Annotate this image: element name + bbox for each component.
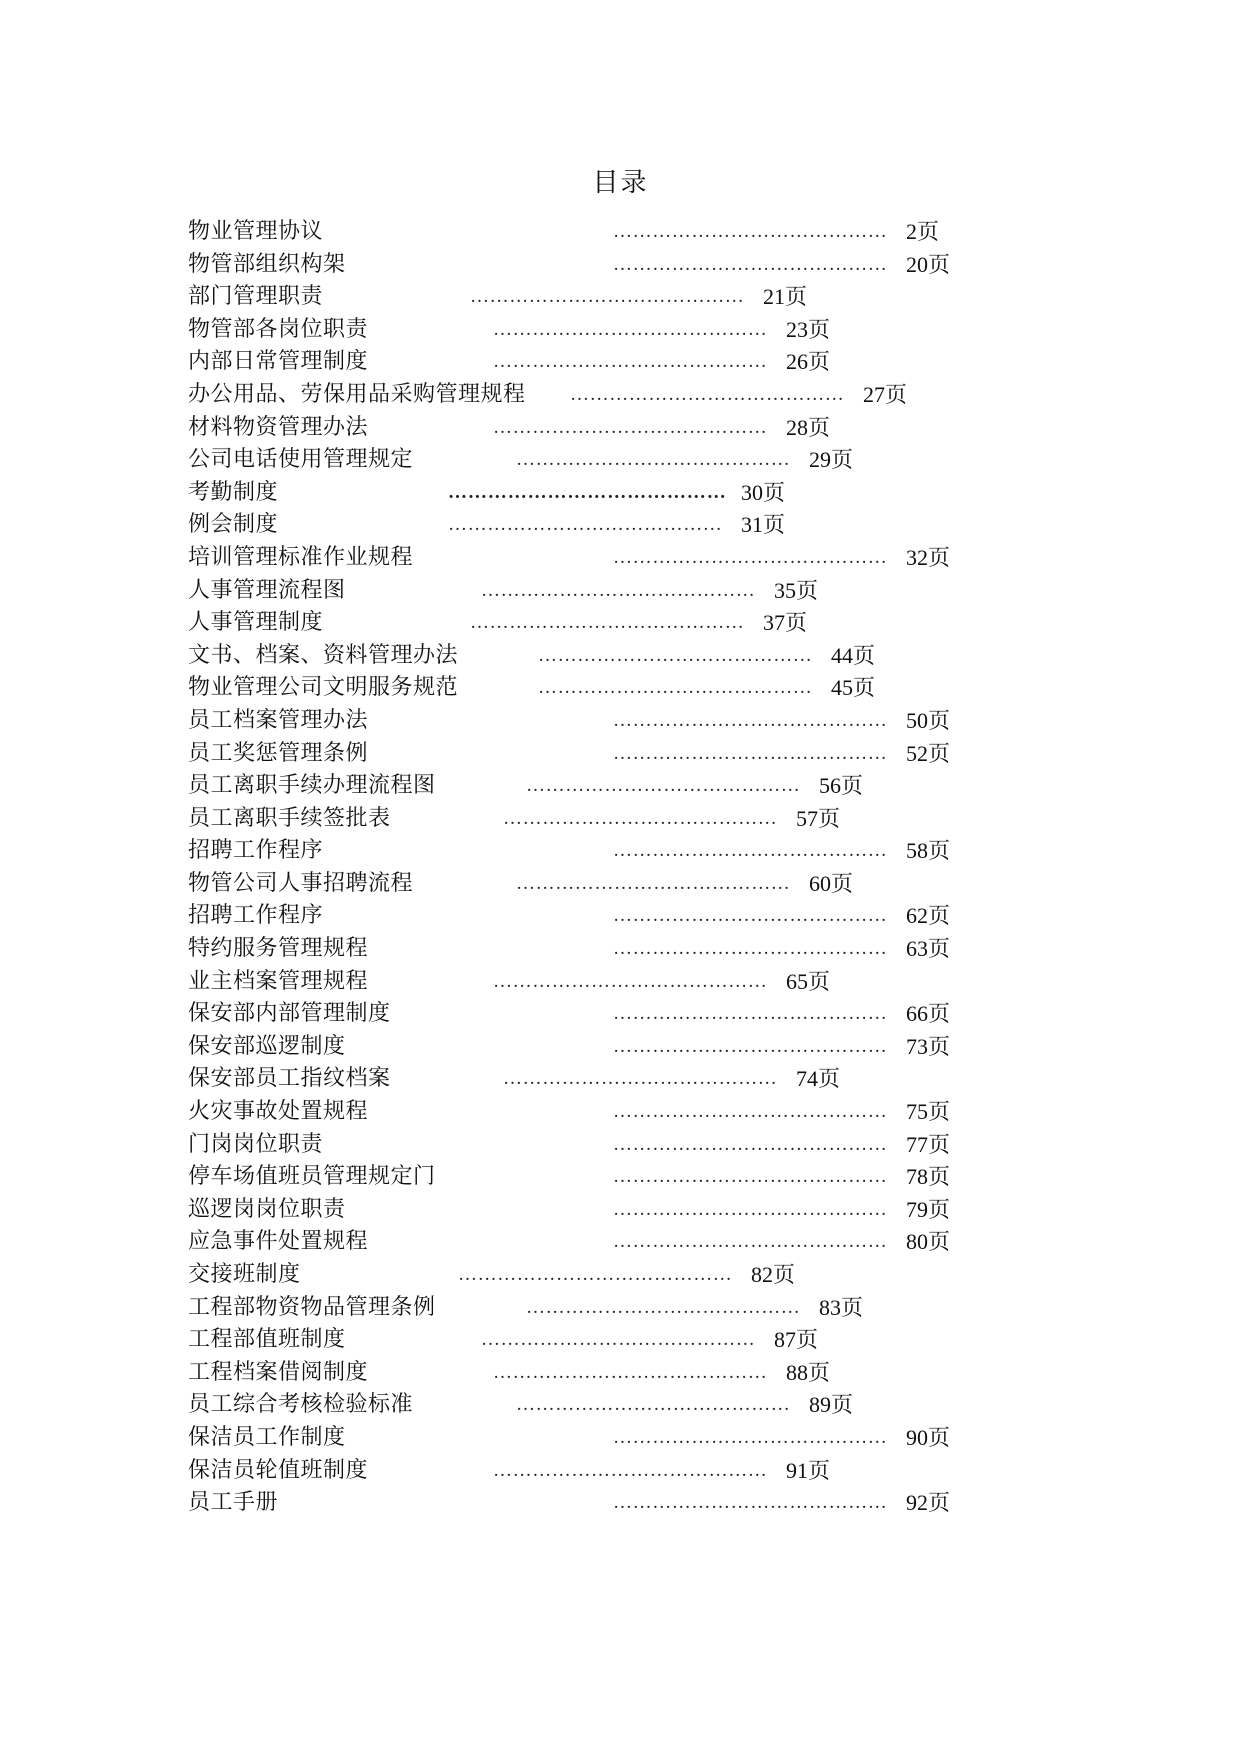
toc-entry-title: 公司电话使用管理规定 [188,447,414,473]
toc-entry-title: 业主档案管理规程 [188,968,369,994]
dot-leader: …………………………………… [493,1361,768,1383]
dot-leader: …………………………………… [470,286,745,308]
toc-page-number: 20页 [906,251,951,277]
toc-entry[interactable] [188,1455,1008,1488]
toc-page-number: 77页 [906,1131,951,1157]
toc-entry-title: 员工离职手续签批表 [188,805,391,831]
toc-entry[interactable] [188,281,1008,314]
toc-entry[interactable] [188,1292,1008,1325]
toc-page-number: 31页 [741,512,786,538]
dot-leader: …………………………………… [613,1198,888,1220]
toc-page-number: 80页 [906,1229,951,1255]
toc-entry[interactable] [188,249,1008,282]
toc-entry[interactable] [188,770,1008,803]
toc-entry-title: 员工综合考核检验标准 [188,1392,414,1418]
toc-title: 目录 [592,168,649,198]
dot-leader: …………………………………… [613,840,888,862]
dot-leader: …………………………………… [538,677,813,699]
toc-entry[interactable] [188,216,1008,249]
dot-leader: …………………………………… [613,905,888,927]
toc-page-number: 37页 [763,610,808,636]
toc-entry[interactable] [188,575,1008,608]
toc-page-number: 35页 [774,577,819,603]
toc-entry[interactable] [188,1389,1008,1422]
dot-leader: …………………………………… [481,579,756,601]
toc-page-number: 79页 [906,1196,951,1222]
toc-page-number: 65页 [786,968,831,994]
dot-leader: …………………………………… [613,1101,888,1123]
dot-leader: …………………………………… [613,1166,888,1188]
toc-entry-title: 员工奖惩管理条例 [188,740,369,766]
toc-page-number: 30页 [741,479,786,505]
toc-page-number: 52页 [906,740,951,766]
toc-entry-title: 部门管理职责 [188,284,324,310]
toc-entry[interactable] [188,1422,1008,1455]
toc-entry-title: 物业管理公司文明服务规范 [188,675,459,701]
dot-leader: …………………………………… [613,1035,888,1057]
toc-page-number: 92页 [906,1490,951,1516]
toc-entry-title: 保洁员轮值班制度 [188,1457,369,1483]
toc-entry[interactable] [188,1194,1008,1227]
toc-page-number: 87页 [774,1327,819,1353]
toc-entry[interactable] [188,966,1008,999]
toc-entry-title: 人事管理制度 [188,610,324,636]
toc-page-number: 21页 [763,284,808,310]
dot-leader: …………………………………… [613,1003,888,1025]
toc-entry-title: 考勤制度 [188,479,279,505]
toc-entry-title: 办公用品、劳保用品采购管理规程 [188,381,526,407]
toc-list [188,216,1008,1520]
toc-entry-title: 工程部物资物品管理条例 [188,1294,436,1320]
toc-entry[interactable] [188,346,1008,379]
toc-entry-title: 文书、档案、资料管理办法 [188,642,459,668]
toc-page-number: 63页 [906,936,951,962]
toc-entry-title: 巡逻岗岗位职责 [188,1196,346,1222]
toc-entry-title: 员工离职手续办理流程图 [188,773,436,799]
toc-entry[interactable] [188,1129,1008,1162]
toc-page-number: 23页 [786,316,831,342]
dot-leader: …………………………………… [448,481,727,503]
dot-leader: …………………………………… [613,938,888,960]
toc-page-number: 57页 [796,805,841,831]
toc-entry-title: 员工手册 [188,1490,279,1516]
toc-entry-title: 门岗岗位职责 [188,1131,324,1157]
toc-page-number: 2页 [906,219,940,244]
toc-page-number: 62页 [906,903,951,929]
toc-entry-title: 物业管理协议 [188,219,324,244]
toc-entry-title: 保安部员工指纹档案 [188,1066,391,1092]
toc-page-number: 45页 [831,675,876,701]
toc-page-number: 29页 [809,447,854,473]
toc-page-number: 73页 [906,1033,951,1059]
dot-leader: …………………………………… [503,1068,778,1090]
toc-entry[interactable] [188,1487,1008,1520]
toc-entry[interactable] [188,477,1008,510]
toc-page-number: 90页 [906,1424,951,1450]
dot-leader: …………………………………… [613,221,888,242]
toc-entry[interactable] [188,738,1008,771]
dot-leader: …………………………………… [470,612,745,634]
toc-page-number: 28页 [786,414,831,440]
toc-page-number: 32页 [906,544,951,570]
dot-leader: …………………………………… [458,1264,733,1285]
toc-entry[interactable] [188,640,1008,673]
toc-entry[interactable] [188,900,1008,933]
toc-entry-title: 应急事件处置规程 [188,1229,369,1255]
dot-leader: …………………………………… [493,318,768,340]
toc-entry[interactable] [188,1161,1008,1194]
toc-entry-title: 招聘工作程序 [188,903,324,929]
toc-page-number: 66页 [906,1001,951,1027]
toc-page-number: 44页 [831,642,876,668]
toc-entry[interactable] [188,1357,1008,1390]
dot-leader: …………………………………… [516,1394,791,1416]
dot-leader: …………………………………… [493,970,768,992]
toc-page-number: 26页 [786,349,831,375]
toc-entry[interactable] [188,803,1008,836]
toc-page-number: 58页 [906,838,951,864]
toc-entry[interactable] [188,444,1008,477]
toc-page-number: 50页 [906,707,951,733]
dot-leader: …………………………………… [570,383,845,405]
toc-entry-title: 例会制度 [188,512,279,538]
dot-leader: …………………………………… [516,449,791,471]
dot-leader: …………………………………… [516,872,791,894]
dot-leader: …………………………………… [526,1296,801,1318]
toc-entry[interactable] [188,1259,1008,1292]
toc-entry-title: 停车场值班员管理规定门 [188,1164,436,1190]
toc-entry-title: 保安部巡逻制度 [188,1033,346,1059]
toc-entry-title: 培训管理标准作业规程 [188,544,414,570]
toc-entry[interactable] [188,672,1008,705]
dot-leader: …………………………………… [613,709,888,731]
toc-entry-title: 保洁员工作制度 [188,1424,346,1450]
dot-leader: …………………………………… [613,1426,888,1448]
toc-page-number: 74页 [796,1066,841,1092]
toc-entry[interactable] [188,835,1008,868]
toc-entry-title: 交接班制度 [188,1262,301,1287]
toc-entry[interactable] [188,705,1008,738]
toc-entry-title: 招聘工作程序 [188,838,324,864]
toc-page-number: 75页 [906,1099,951,1125]
toc-entry[interactable] [188,542,1008,575]
toc-entry-title: 材料物资管理办法 [188,414,369,440]
toc-entry-title: 人事管理流程图 [188,577,346,603]
toc-entry[interactable] [188,412,1008,445]
toc-page-number: 89页 [809,1392,854,1418]
toc-entry-title: 物管部各岗位职责 [188,316,369,342]
toc-entry[interactable] [188,1096,1008,1129]
dot-leader: …………………………………… [493,1459,768,1481]
toc-entry[interactable] [188,607,1008,640]
toc-entry[interactable] [188,379,1008,412]
toc-entry-title: 物管部组织构架 [188,251,346,277]
dot-leader: …………………………………… [613,742,888,764]
dot-leader: …………………………………… [481,1329,756,1351]
dot-leader: …………………………………… [493,416,768,438]
toc-entry[interactable] [188,1226,1008,1259]
toc-entry[interactable] [188,509,1008,542]
toc-page-number: 60页 [809,870,854,896]
toc-page-number: 88页 [786,1359,831,1385]
toc-page-number: 78页 [906,1164,951,1190]
toc-entry[interactable] [188,868,1008,901]
toc-entry[interactable] [188,933,1008,966]
dot-leader: …………………………………… [613,1492,888,1514]
dot-leader: …………………………………… [493,351,768,373]
dot-leader: …………………………………… [526,775,801,797]
toc-entry[interactable] [188,1063,1008,1096]
toc-entry-title: 内部日常管理制度 [188,349,369,375]
toc-entry-title: 特约服务管理规程 [188,936,369,962]
dot-leader: …………………………………… [613,1133,888,1155]
toc-page-number: 91页 [786,1457,831,1483]
toc-entry[interactable] [188,1031,1008,1064]
toc-page-number: 83页 [819,1294,864,1320]
dot-leader: …………………………………… [448,514,723,536]
toc-entry-title: 保安部内部管理制度 [188,1001,391,1027]
dot-leader: …………………………………… [613,546,888,568]
toc-entry-title: 员工档案管理办法 [188,707,369,733]
dot-leader: …………………………………… [503,807,778,829]
toc-entry-title: 物管公司人事招聘流程 [188,870,414,896]
toc-entry[interactable] [188,314,1008,347]
toc-page-number: 82页 [751,1262,796,1287]
toc-entry[interactable] [188,1324,1008,1357]
toc-entry-title: 工程部值班制度 [188,1327,346,1353]
toc-page-number: 56页 [819,773,864,799]
toc-entry-title: 火灾事故处置规程 [188,1099,369,1125]
toc-page-number: 27页 [863,381,908,407]
dot-leader: …………………………………… [613,1231,888,1253]
dot-leader: …………………………………… [613,253,888,275]
toc-entry[interactable] [188,998,1008,1031]
toc-entry-title: 工程档案借阅制度 [188,1359,369,1385]
dot-leader: …………………………………… [538,644,813,666]
